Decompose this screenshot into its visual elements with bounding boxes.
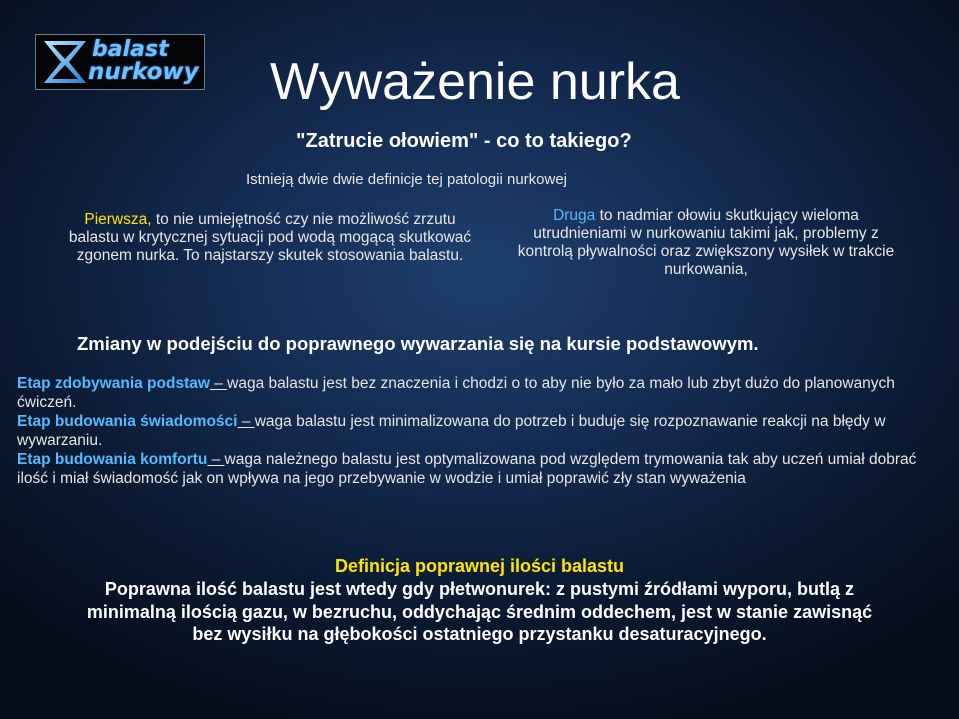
stage-dash: – <box>237 413 255 430</box>
logo-text-balast: balast <box>92 37 169 62</box>
stage-item <box>17 450 937 488</box>
definition-body: Poprawna ilość balastu jest wtedy gdy płetwonurek: z pustymi źródłami wyporu, butlą z minimalną ilością gazu, w bezruchu, oddychając średnim oddechem, jest w stanie zawisnąć bez wysiłku na głębokości ostatniego przystanku desaturacyjnego. <box>86 579 873 644</box>
stage-text: waga należnego balastu jest optymalizowana pod względem trymowania tak aby uczeń umiał dobrać ilość i miał świadomość jak on wpływa na jego przebywanie w wodzie i umiał poprawić zły stan wyważenia <box>17 451 917 487</box>
logo-text-nurkowy: nurkowy <box>88 59 199 85</box>
second-definition-text: to nadmiar ołowiu skutkujący wieloma utrudnieniami w nurkowaniu takimi jak, problemy z kontrolą pływalności oraz zwiększony wysiłek w trakcie nurkowania, <box>517 207 895 278</box>
stage-text: waga balastu jest minimalizowana do potrzeb i buduje się rozpoznawanie reakcji na błędy w wywarzaniu. <box>17 413 886 449</box>
page-title: Wyważenie nurka <box>270 53 680 111</box>
stage-item <box>17 374 937 412</box>
stages-list <box>17 374 937 488</box>
first-definition-text: to nie umiejętność czy nie możliwość zrzutu balastu w krytycznej sytuacji pod wodą mogącą skutkować zgonem nurka. To najstarszy skutek stosowania balastu. <box>68 211 472 264</box>
stage-dash: – <box>209 375 228 392</box>
hourglass-x-icon <box>42 39 88 85</box>
definition-title: Definicja poprawnej ilości balastu <box>334 556 625 576</box>
stage-item <box>17 412 937 450</box>
first-definition-lead: Pierwsza, <box>84 211 152 228</box>
first-definition <box>68 211 472 265</box>
second-definition-lead: Druga <box>553 207 596 224</box>
logo <box>35 34 205 90</box>
page-subtitle: "Zatrucie ołowiem" - co to takiego? <box>296 130 632 152</box>
stage-text: waga balastu jest bez znaczenia i chodzi o to aby nie było za mało lub zbyt dużo do planowanych ćwiczeń. <box>17 375 895 411</box>
second-definition <box>506 207 906 279</box>
stage-name: Etap budowania komfortu <box>17 451 208 468</box>
intro-text: Istnieją dwie dwie definicje tej patologii nurkowej <box>246 171 568 188</box>
stage-name: Etap budowania świadomości <box>17 413 238 430</box>
stage-dash: – <box>207 451 225 468</box>
section-heading: Zmiany w podejściu do poprawnego wywarzania się na kursie podstawowym. <box>77 333 759 354</box>
stage-name: Etap zdobywania podstaw <box>17 375 210 392</box>
